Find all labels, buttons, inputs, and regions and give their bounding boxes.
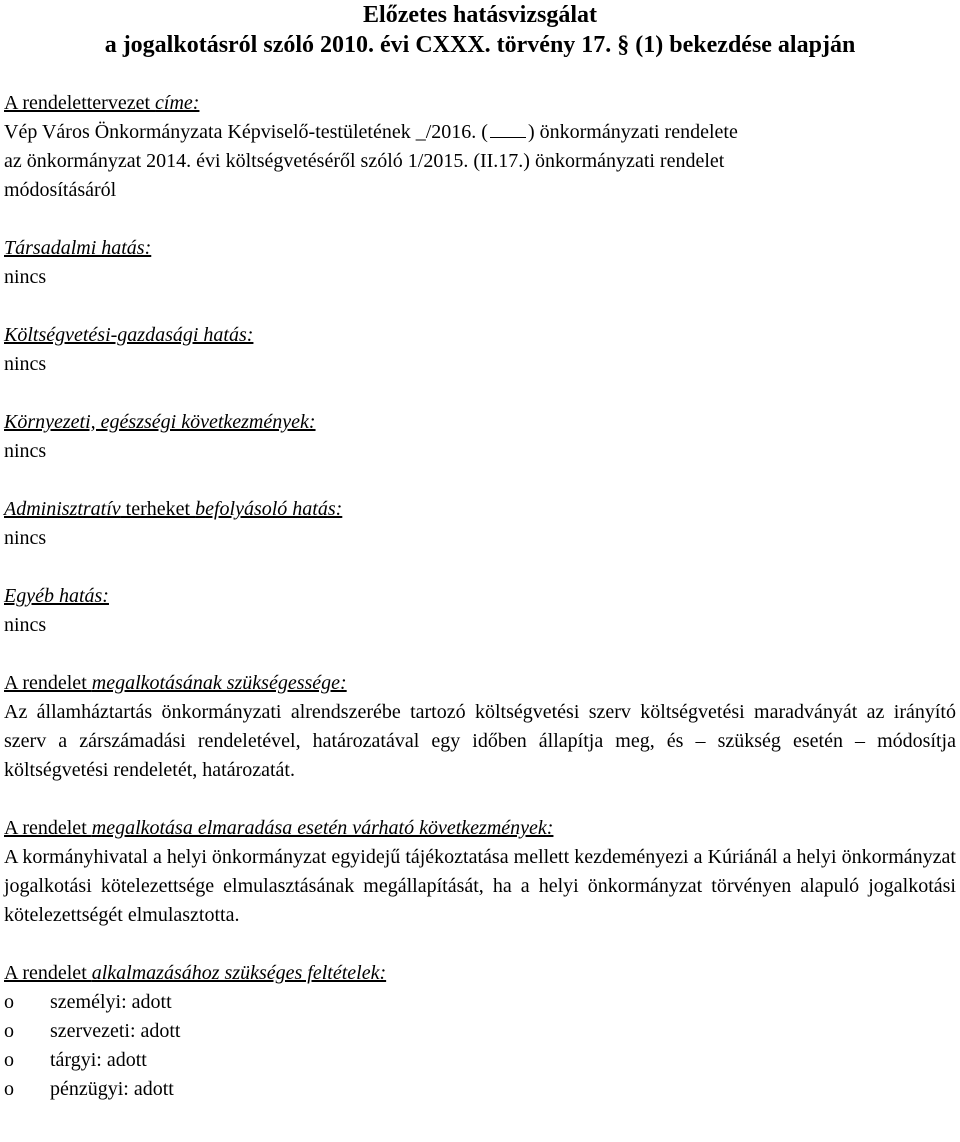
section-label: Egyéb hatás:	[4, 585, 109, 607]
section-label: Költségvetési-gazdasági hatás:	[4, 324, 254, 346]
section-label: Környezeti, egészségi következmények:	[4, 411, 316, 433]
social-impact-section	[4, 234, 956, 292]
circle-bullet-icon: o	[4, 1078, 14, 1100]
draft-title-text-line3: módosításáról	[4, 179, 117, 201]
spacer	[4, 785, 956, 814]
list-item: o szervezeti: adott	[4, 1017, 956, 1046]
draft-title-text-line2: az önkormányzat 2014. évi költségvetéséről szóló 1/2015. (II.17.) önkormányzati rendelet	[4, 150, 725, 172]
other-impact-section	[4, 582, 956, 640]
spacer	[4, 930, 956, 959]
circle-bullet-icon: o	[4, 991, 14, 1013]
section-value: nincs	[4, 353, 47, 375]
document-subtitle: a jogalkotásról szóló 2010. évi CXXX. törvény 17. § (1) bekezdése alapján	[104, 32, 856, 58]
administrative-impact-section	[4, 495, 956, 553]
conditions-list	[4, 988, 956, 1104]
spacer	[4, 60, 956, 89]
circle-bullet-icon: o	[4, 1020, 14, 1042]
spacer	[4, 640, 956, 669]
section-value: nincs	[4, 440, 47, 462]
draft-title-text-line1: Vép Város Önkormányzata Képviselő-testületének _/2016. ( ) önkormányzati rendelete	[4, 121, 738, 143]
section-value: nincs	[4, 527, 47, 549]
necessity-text: Az államháztartás önkormányzati alrendszerébe tartozó költségvetési szerv költségvetési maradványát az irányító szerv a zárszámadási rendeletével, határozatával egy időben állapítja meg, és – szükség esetén – módosítja költségvetési rendeletét, határozatát.	[4, 701, 956, 781]
section-value: nincs	[4, 614, 47, 636]
list-item: o pénzügyi: adott	[4, 1075, 956, 1104]
environmental-impact-section	[4, 408, 956, 466]
circle-bullet-icon: o	[4, 1049, 14, 1071]
list-item: o tárgyi: adott	[4, 1046, 956, 1075]
section-label: Adminisztratív terheket befolyásoló hatás:	[4, 498, 343, 520]
spacer	[4, 553, 956, 582]
document-page	[4, 0, 956, 1104]
spacer	[4, 466, 956, 495]
section-label: A rendelet megalkotásának szükségessége:	[4, 672, 347, 694]
budget-impact-section	[4, 321, 956, 379]
section-value: nincs	[4, 266, 47, 288]
spacer	[4, 379, 956, 408]
document-title: Előzetes hatásvizsgálat	[363, 2, 597, 28]
list-item: o személyi: adott	[4, 988, 956, 1017]
draft-title-section	[4, 89, 956, 205]
section-label: A rendelet megalkotása elmaradása esetén várható következmények:	[4, 817, 554, 839]
section-label: Társadalmi hatás:	[4, 237, 152, 259]
blank-field	[490, 119, 526, 138]
conditions-section	[4, 959, 956, 1104]
spacer	[4, 205, 956, 234]
necessity-section	[4, 669, 956, 785]
consequences-text: A kormányhivatal a helyi önkormányzat egyidejű tájékoztatása mellett kezdeményezi a Kúriánál a helyi önkormányzat jogalkotási kötelezettsége elmulasztásának megállapítását, ha a helyi önkormányzat törvényen alapuló jogalkotási kötelezettségét elmulasztotta.	[4, 846, 956, 926]
draft-title-label: A rendelettervezet címe:	[4, 92, 200, 114]
spacer	[4, 292, 956, 321]
section-label: A rendelet alkalmazásához szükséges feltételek:	[4, 962, 387, 984]
consequences-section	[4, 814, 956, 930]
